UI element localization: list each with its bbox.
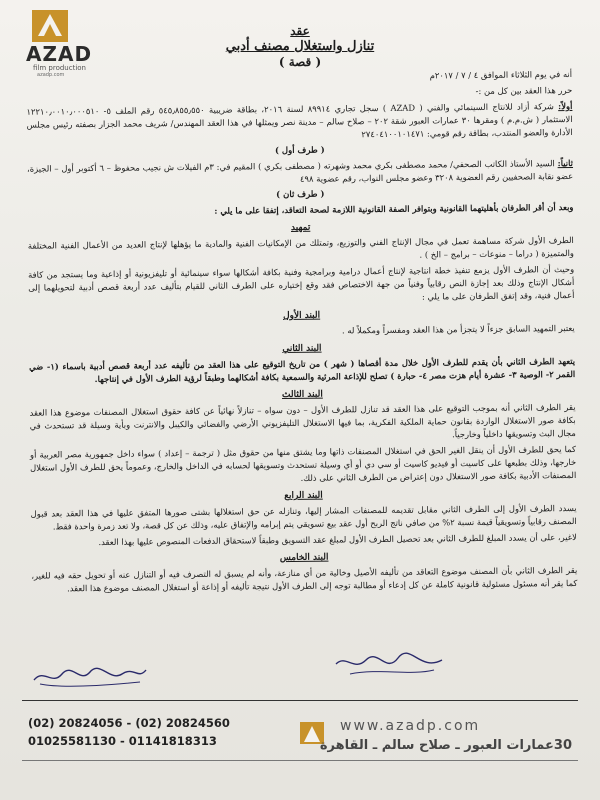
title-line-3: ( قصة ) [278, 55, 322, 69]
second-party-label: ثانياً: [557, 157, 574, 169]
signature-left-icon [30, 662, 150, 690]
phones-line-1: (02) 20824056 - (02) 20824560 [28, 716, 230, 730]
contract-title [180, 24, 420, 69]
footer-phones [28, 714, 230, 750]
first-party-text: شركة أزاد للانتاج السينمائي والفني ( AZAD ) سجل تجاري ٨٩٩١٤ لسنة ٢٠١٦، بطاقة ضريبية ٥٤٥٫٨٥٥٫٥٥٠ رقم الملف ٥- ١٢٢١٠٫٠٠١٠٫٠٠٠٥١٠ الاستثمار ( ش.م.م ) ومقرها ٣٠ عمارات العبور شقة ٢٠٢ – صلاح سالم – مدينة نصر ويمثلها في هذا العقد المهندس/ شريف محمد الجزار بصفته رئيس مجلس الأدارة والعضو المنتدب، بطاقة رقم قومي: ٢٧٤٠٤١٠٠١٠١٤٧١ [26, 101, 573, 140]
intro-date: أنه في يوم الثلاثاء الموافق ٤ / ٧ / ٢٠١٧م [429, 68, 573, 81]
preamble-heading: تمهيد [290, 222, 311, 233]
clause-3-text-2: كما يحق للطرف الأول أن ينقل الغير الحق في استغلال المصنفات ذاتها وما يشتق منها من حقوق مثل ( ترجمة – إعداد ) سواء داخل جمهورية مصر العربية أو خارجها، وذلك بطبعها على كاسيت أو فيديو كاسيت أو سي دي أو أي وسيلة تستحدث وتسويقها لحسابه في الداخل والخارج، وعموماً يحق للطرف الأول استغلال المصنفات الأدبية بكافة صور الاستغلال دون إعتراض من الطرف الثاني على ذلك. [29, 443, 577, 483]
clause-5-text: يقر الطرف الثاني بأن المصنف موضوع التعاقد من تأليفه الأصيل وخالية من أي منازعة، وأنه لم يسبق له التصرف فيه أو التنازل عنه أو تحويل حقه فيه للغير، كما يقر أنه مسئول مسئولية قانونية كاملة عن كل إدعاء أو مطالبة توجه إلى الطرف الأول نتيجة تأليفه أو إذاعة أو استغلال المصنف موضوع هذا العقد. [31, 564, 578, 594]
first-party-label: أولاً: [558, 100, 573, 112]
clause-4-heading: البند الرابع [284, 490, 323, 502]
clause-2-heading: البند الثاني [282, 343, 322, 355]
party1-tag: ( طرف أول ) [274, 145, 325, 157]
footer-bottom-line [22, 760, 578, 761]
second-party [27, 157, 573, 189]
footer-website: www.azadp.com [340, 718, 481, 734]
clause-4-text-1: يسدد الطرف الأول إلى الطرف الثاني مقابل تقديمه للمصنفات المشار إليها، وتنازله عن حق استغلالها بشتى صورها المتفق عليها في هذا العقد بعد قبول المصنف رقابياً وتسويقياً قيمة نسبة ٢% من صافي ناتج الربح أول عقد بيع تسويقي يتم إبرامه والإتفاق عليه، وذلك عن كل قصة، ولا تعد زمرة واحدة فقط. [30, 502, 577, 532]
clause-1-heading: البند الأول [282, 310, 321, 322]
clause-5-heading: البند الخامس [279, 552, 329, 564]
clause-2-text: يتعهد الطرف الثاني بأن يقدم للطرف الأول خلال مدة أقصاها ( شهر ) من تاريخ التوقيع على هذا العقد من تأليفه عدد أربعة قصص أدبية باسماء (١- ضي القمر ٢- الوصية ٣- عشرة أيام هزت مصر ٤- حبارة ) تصلح للإذاعة المرئية والسمعية بكافة أشكالهما وطبقاً لرؤية الطرف الأول في إنتاجها. [29, 355, 576, 385]
title-line-1: عقد [290, 24, 310, 38]
clause-1-text: يعتبر التمهيد السابق جزءاً لا يتجزأ من هذا العقد ومفسراً ومكملاً له . [341, 322, 575, 336]
clause-4-text-2: لاغير، على أن يسدد المبلغ للطرف الثاني بعد تحصيل الطرف الأول لمبلغ عقد التسويق وطبقاً لاستحقاق الدفعات المنصوص عليها بهذا العقد. [98, 531, 577, 547]
brand-url-small: azadp.com [37, 72, 65, 78]
preamble-paragraph-2: وحيث أن الطرف الأول يزمع تنفيذ خطة انتاجية لإنتاج أعمال درامية وبرامجية وفنية بكافة أشكالها سواء سينمائية أو تليفزيونية أو إذاعية وما يستجد من كافة أشكال الإنتاج وذلك بعد إجازة النص رقابياً وفنياً من جهة الاختصاص فقد وقع إختياره على الطرف الثاني للقيام بتأليف عدد أربعة قصص أدبية لتحويلهما إلى أعمال فنية، وقد إتفق الطرفان على ما يلي : [28, 263, 575, 302]
brand-name: AZAD [26, 42, 93, 66]
title-line-2: تنازل واستغلال مصنف أدبي [225, 39, 375, 54]
party2-tag: ( طرف ثان ) [276, 189, 325, 201]
contract-body [26, 68, 577, 599]
footer-address: 30عمارات العبور ـ صلاح سالم ـ القاهرة [319, 738, 572, 753]
second-party-text: السيد الأستاذ الكاتب الصحفي/ محمد مصطفى بكري محمد وشهرته ( مصطفى بكري ) المقيم في: ٣م الفيلات ش نجيب محفوظ – ٦ أكتوبر أول – الجيزة، عضو نقابة الصحفيين رقم العضوية ٣٢٠٨ وعضو مجلس النواب، رقم عضوية ٤٩٨ [26, 158, 574, 184]
footer-divider [22, 700, 578, 711]
preamble-paragraph-1: الطرف الأول شركة مساهمة تعمل في مجال الإنتاج الفني والتوزيع، وتمتلك من الإمكانيات الفنية والمادية ما يؤهلها لإنتاج العديد من الأعمال الفنية المختلفة والمتميزة ( دراما – منوعات – برامج – الخ ) . [27, 234, 574, 260]
brand-subtitle: film production [33, 64, 86, 72]
intro-parties: حرر هذا العقد بين كل من :- [475, 84, 573, 97]
clause-3-heading: البند الثالث [281, 389, 323, 401]
agreement-line: وبعد أن أقر الطرفان بأهليتهما القانونية وبتوافر الصفة القانونية اللازمة لصحة التعاقد، إتفقا على ما يلي : [214, 201, 574, 216]
first-party [26, 100, 572, 145]
phones-line-2: 01025581130 - 01141818313 [28, 734, 217, 748]
azad-logo-icon [30, 8, 70, 44]
clause-3-text-1: يقر الطرف الثاني أنه بموجب التوقيع على هذا العقد قد تنازل للطرف الأول – دون سواه – تنازلاً نهائياً عن كافة حقوق استغلال المصنفات موضوع هذا العقد بكافة صور الاستغلال الواردة بقانون حماية الملكية الفكرية، بما فيها الاستغلال التليفزيوني الأرضي والفضائي والكيبل والانترنت وبأية وسيلة قد تستحدث في مجال البث وتسويقها داخلياً وخارجياً. [29, 401, 576, 440]
signature-right-icon [330, 650, 450, 678]
